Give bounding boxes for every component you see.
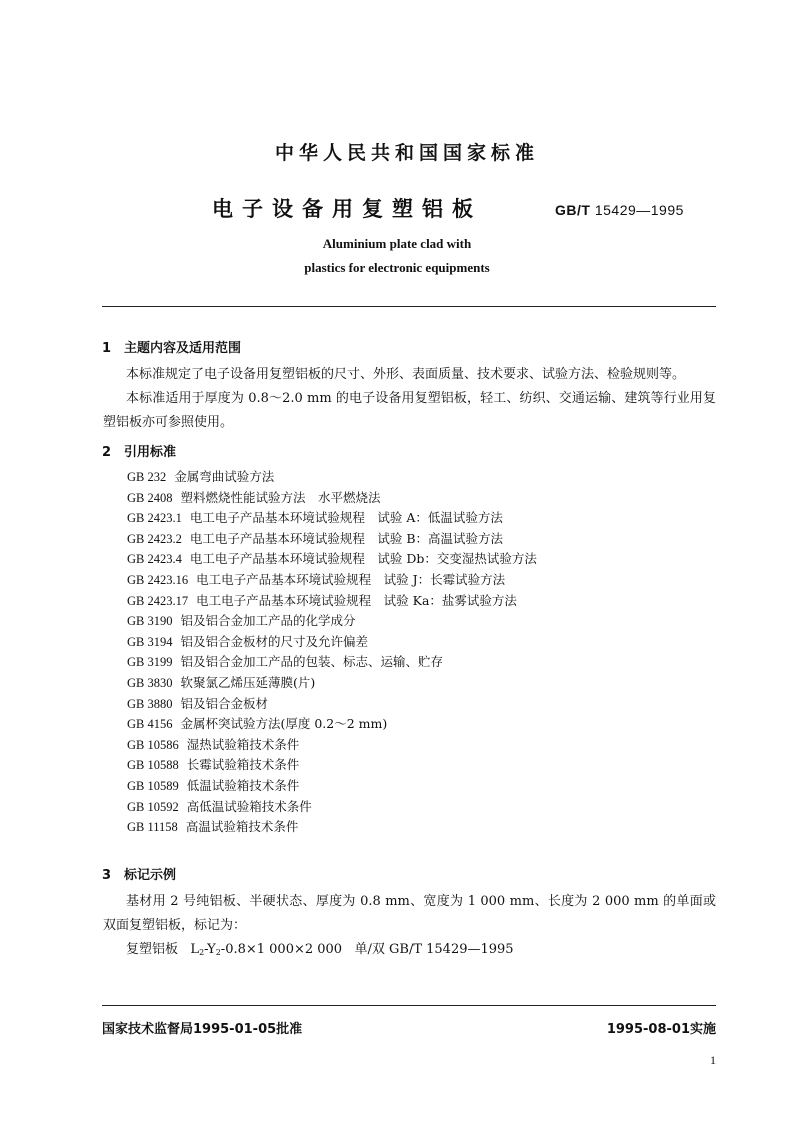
reference-item — [127, 508, 537, 529]
standard-code — [555, 202, 684, 218]
marking-dimensions: -0.8×1 000×2 000 — [220, 942, 343, 957]
section-2-title: 引用标准 — [124, 445, 177, 460]
reference-title: 电工电子产品基本环境试验规程 试验 J：长霉试验方法 — [196, 571, 506, 587]
section-3-paragraph: 基材用 2 号纯铝板、半硬状态、厚度为 0.8 mm、宽度为 1 000 mm、长度为 2 000 mm 的单面或双面复塑铝板，标记为： — [103, 894, 716, 933]
reference-item — [127, 817, 537, 838]
reference-item — [127, 755, 537, 776]
section-3-title: 标记示例 — [124, 868, 177, 883]
reference-code: GB 10588 — [127, 758, 179, 773]
reference-title: 高温试验箱技术条件 — [185, 819, 299, 835]
reference-item — [127, 611, 537, 632]
reference-code: GB 10589 — [127, 778, 179, 793]
reference-item — [127, 488, 537, 509]
reference-title: 铝及铝合金加工产品的包装、标志、运输、贮存 — [180, 654, 444, 670]
reference-code: GB 2408 — [127, 490, 173, 505]
marking-Y-subscript: 2 — [215, 948, 221, 957]
section-1-body — [103, 363, 716, 435]
section-2-number: 2 — [102, 445, 112, 460]
reference-code: GB 232 — [127, 470, 167, 484]
reference-title: 铝及铝合金板材 — [180, 695, 269, 711]
marking-example — [103, 938, 716, 965]
reference-title: 塑料燃烧性能试验方法 水平燃烧法 — [180, 489, 381, 505]
reference-code: GB 10586 — [127, 737, 179, 752]
reference-code: GB 2423.17 — [127, 593, 189, 608]
english-title-line2: plastics for electronic equipments — [304, 260, 490, 275]
document-title: 电子设备用复塑铝板 — [212, 197, 482, 221]
section-1-heading — [102, 337, 241, 356]
reference-code: GB 2423.1 — [127, 511, 182, 526]
section-1-number: 1 — [102, 341, 112, 356]
referenced-standards-list — [127, 467, 537, 838]
marking-label: 复塑铝板 — [126, 942, 179, 957]
marking-L-subscript: 2 — [199, 948, 205, 957]
english-title-line1: Aluminium plate clad with — [322, 236, 472, 251]
reference-code: GB 4156 — [127, 717, 173, 732]
section-1-title: 主题内容及适用范围 — [124, 341, 242, 356]
approval-statement: 国家技术监督局1995-01-05批准 — [102, 1022, 303, 1037]
reference-code: GB 3880 — [127, 696, 173, 711]
marking-Y: -Y — [204, 942, 216, 957]
reference-item — [127, 570, 537, 591]
reference-item — [127, 797, 537, 818]
reference-title: 铝及铝合金加工产品的化学成分 — [180, 613, 356, 629]
reference-title: 高低温试验箱技术条件 — [186, 798, 312, 814]
implementation-statement: 1995-08-01实施 — [606, 1022, 716, 1037]
reference-item — [127, 591, 537, 612]
reference-title: 电工电子产品基本环境试验规程 试验 B：高温试验方法 — [189, 530, 504, 546]
section-1-paragraph-2: 本标准适用于厚度为 0.8～2.0 mm 的电子设备用复塑铝板，轻工、纺织、交通运输、建筑等行业用复塑铝板亦可参照使用。 — [103, 391, 716, 430]
reference-item — [127, 673, 537, 694]
standard-code-prefix: GB/T — [555, 202, 591, 218]
reference-title: 软聚氯乙烯压延薄膜(片) — [180, 674, 316, 690]
reference-item — [127, 467, 537, 488]
reference-code: GB 11158 — [127, 820, 178, 835]
standard-code-number: 15429—1995 — [594, 202, 684, 218]
section-3-body — [103, 890, 716, 965]
reference-code: GB 2423.16 — [127, 572, 189, 587]
section-3-number: 3 — [102, 868, 112, 883]
reference-item — [127, 529, 537, 550]
page-number: 1 — [710, 1053, 716, 1067]
reference-item — [127, 652, 537, 673]
reference-title: 电工电子产品基本环境试验规程 试验 Ka：盐雾试验方法 — [196, 592, 517, 608]
reference-title: 金属弯曲试验方法 — [174, 469, 275, 484]
reference-item — [127, 735, 537, 756]
reference-item — [127, 549, 537, 570]
footer-divider — [102, 1005, 716, 1006]
national-standard-heading: 中华人民共和国国家标准 — [274, 142, 539, 164]
reference-title: 金属杯突试验方法(厚度 0.2～2 mm) — [180, 716, 388, 732]
reference-code: GB 3194 — [127, 634, 173, 649]
reference-code: GB 3830 — [127, 675, 173, 690]
reference-title: 铝及铝合金板材的尺寸及允许偏差 — [180, 633, 369, 649]
reference-title: 长霉试验箱技术条件 — [186, 757, 300, 773]
reference-title: 电工电子产品基本环境试验规程 试验 Db：交变湿热试验方法 — [189, 551, 537, 567]
marking-suffix: 单/双 GB/T 15429—1995 — [354, 942, 514, 957]
reference-code: GB 3190 — [127, 614, 173, 629]
reference-item — [127, 694, 537, 715]
header-divider — [102, 306, 716, 307]
reference-item — [127, 714, 537, 735]
section-1-paragraph-1: 本标准规定了电子设备用复塑铝板的尺寸、外形、表面质量、技术要求、试验方法、检验规则等。 — [126, 367, 686, 382]
reference-title: 电工电子产品基本环境试验规程 试验 A：低温试验方法 — [189, 510, 503, 526]
reference-item — [127, 632, 537, 653]
reference-code: GB 3199 — [127, 655, 173, 670]
section-3-heading — [102, 864, 176, 883]
reference-title: 低温试验箱技术条件 — [186, 777, 300, 793]
marking-L: L — [190, 942, 200, 957]
reference-code: GB 10592 — [127, 799, 179, 814]
reference-title: 湿热试验箱技术条件 — [186, 736, 300, 752]
reference-item — [127, 776, 537, 797]
reference-code: GB 2423.2 — [127, 531, 182, 546]
reference-code: GB 2423.4 — [127, 552, 182, 567]
section-2-heading — [102, 441, 176, 460]
